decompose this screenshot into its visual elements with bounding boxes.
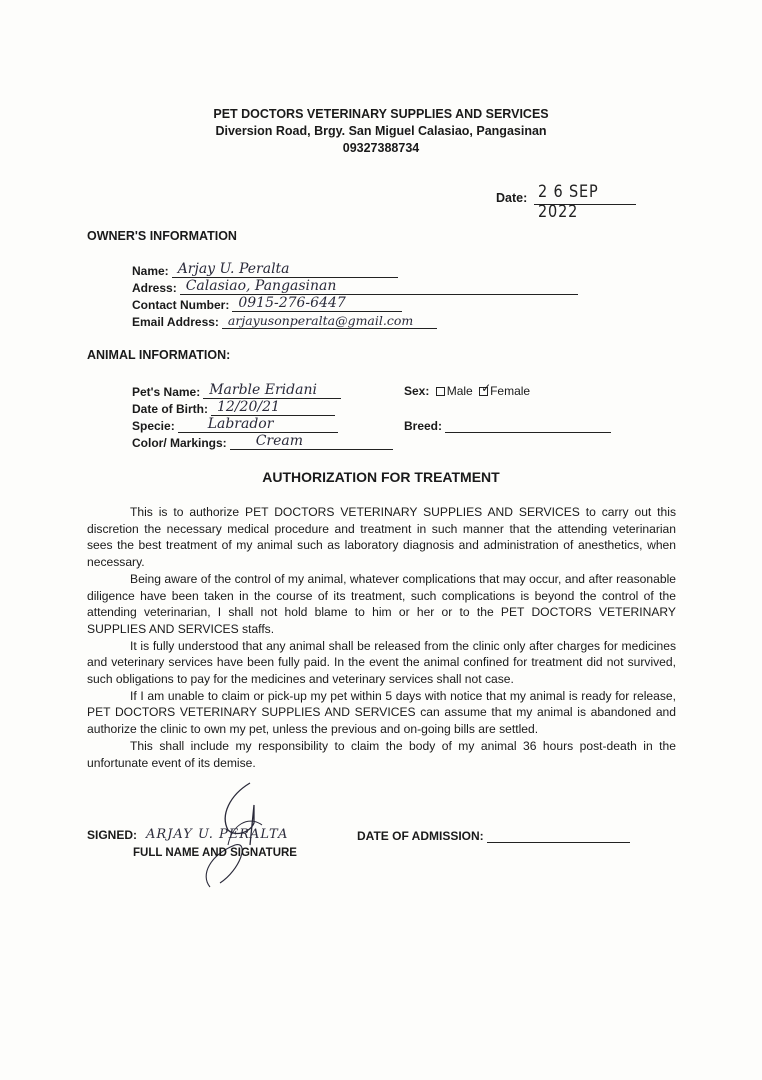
owner-email-label: Email Address: <box>132 315 219 329</box>
signed-line <box>140 828 318 842</box>
business-address: Diversion Road, Brgy. San Miguel Calasiao, Pangasinan <box>215 124 547 138</box>
color-line <box>230 435 393 450</box>
color-label: Color/ Markings: <box>132 436 227 450</box>
owner-name-field <box>132 263 398 278</box>
authorization-paragraph-4: If I am unable to claim or pick-up my pet within 5 days with notice that my animal is ready for release, PET DOCTORS VETERINARY SUPPLIES AND SERVICES can assume that my animal is abandoned and authorize the clinic to own my pet, unless the previous and on-going bills are settled. <box>87 688 676 737</box>
authorization-paragraph-5: This shall include my responsibility to claim the body of my animal 36 hours post-death in the unfortunate event of its demise. <box>87 738 676 770</box>
male-label: Male <box>446 384 473 398</box>
admission-line <box>487 828 630 843</box>
female-check-mark: ✓ <box>481 381 492 396</box>
signature-caption: FULL NAME AND SIGNATURE <box>133 847 297 859</box>
owner-section-title: OWNER'S INFORMATION <box>87 229 237 243</box>
color-value: Cream <box>255 433 303 449</box>
sex-label: Sex: <box>404 384 430 398</box>
authorization-paragraph-2: Being aware of the control of my animal, whatever complications that may occur, and after reasonable diligence have been taken in the course of its treatment, such complications is beyond the control of the attending veterinarian, I shall not hold blame to him or her or to the PET DOCTORS VETERINARY SUPPLIES AND SERVICES staffs. <box>87 571 676 636</box>
female-label: Female <box>490 384 531 398</box>
dob-label: Date of Birth: <box>132 402 208 416</box>
owner-contact-field <box>132 297 402 312</box>
dob-line <box>211 401 335 416</box>
date-line <box>534 182 636 222</box>
business-phone: 09327388734 <box>342 141 420 155</box>
admission-field <box>357 828 630 843</box>
admission-label: DATE OF ADMISSION: <box>357 829 484 843</box>
owner-address-label: Adress: <box>132 281 177 295</box>
color-field <box>132 435 393 450</box>
breed-field <box>404 418 611 433</box>
pet-name-label: Pet's Name: <box>132 385 201 399</box>
owner-email-line <box>222 314 437 329</box>
dob-field <box>132 401 335 416</box>
sex-field <box>404 381 531 398</box>
owner-email-field <box>132 314 437 329</box>
pet-name-line <box>203 384 341 399</box>
owner-address-line <box>180 280 578 295</box>
dob-value: 12/20/21 <box>217 399 280 415</box>
owner-contact-label: Contact Number: <box>132 298 230 312</box>
pet-name-field <box>132 384 341 399</box>
form-header <box>0 106 762 157</box>
date-label: Date: <box>496 191 528 205</box>
owner-contact-value: 0915-276-6447 <box>238 295 346 311</box>
business-name: PET DOCTORS VETERINARY SUPPLIES AND SERVICES <box>213 107 549 121</box>
male-checkbox[interactable] <box>436 387 445 396</box>
owner-name-value: Arjay U. Peralta <box>177 261 290 277</box>
owner-email-value: arjayusonperalta@gmail.com <box>227 313 414 328</box>
date-value: 2 6 SEP 2022 <box>537 182 599 222</box>
owner-address-field <box>132 280 578 295</box>
breed-line <box>445 418 611 433</box>
specie-label: Specie: <box>132 419 175 433</box>
owner-address-value: Calasiao, Pangasinan <box>185 278 337 294</box>
signed-label: SIGNED: <box>87 828 138 842</box>
authorization-body <box>87 504 676 771</box>
signed-value: ARJAY U. PERALTA <box>146 827 289 842</box>
signed-field <box>87 828 318 842</box>
owner-name-label: Name: <box>132 264 169 278</box>
owner-contact-line <box>232 297 402 312</box>
animal-section-title: ANIMAL INFORMATION: <box>87 348 231 362</box>
pet-name-value: Marble Eridani <box>209 382 317 398</box>
breed-label: Breed: <box>404 419 443 433</box>
authorization-paragraph-3: It is fully understood that any animal shall be released from the clinic only after charges for medicines and veterinary services have been fully paid. In the event the animal confined for treatment did not survived, such obligations to pay for the medicines and veterinary services shall not case. <box>87 638 676 687</box>
female-checkbox[interactable] <box>479 381 492 396</box>
authorization-paragraph-1: This is to authorize PET DOCTORS VETERINARY SUPPLIES AND SERVICES to carry out this discretion the necessary medical procedure and treatment in such manner that the attending veterinarian sees the best treatment of my animal such as laboratory diagnosis and administration of anesthetics, when necessary. <box>87 505 676 570</box>
specie-line <box>178 418 338 433</box>
sex-options <box>433 381 531 398</box>
owner-name-line <box>172 263 398 278</box>
authorization-title: AUTHORIZATION FOR TREATMENT <box>262 469 500 485</box>
specie-value: Labrador <box>207 416 274 432</box>
date-field <box>496 182 636 222</box>
specie-field <box>132 418 338 433</box>
